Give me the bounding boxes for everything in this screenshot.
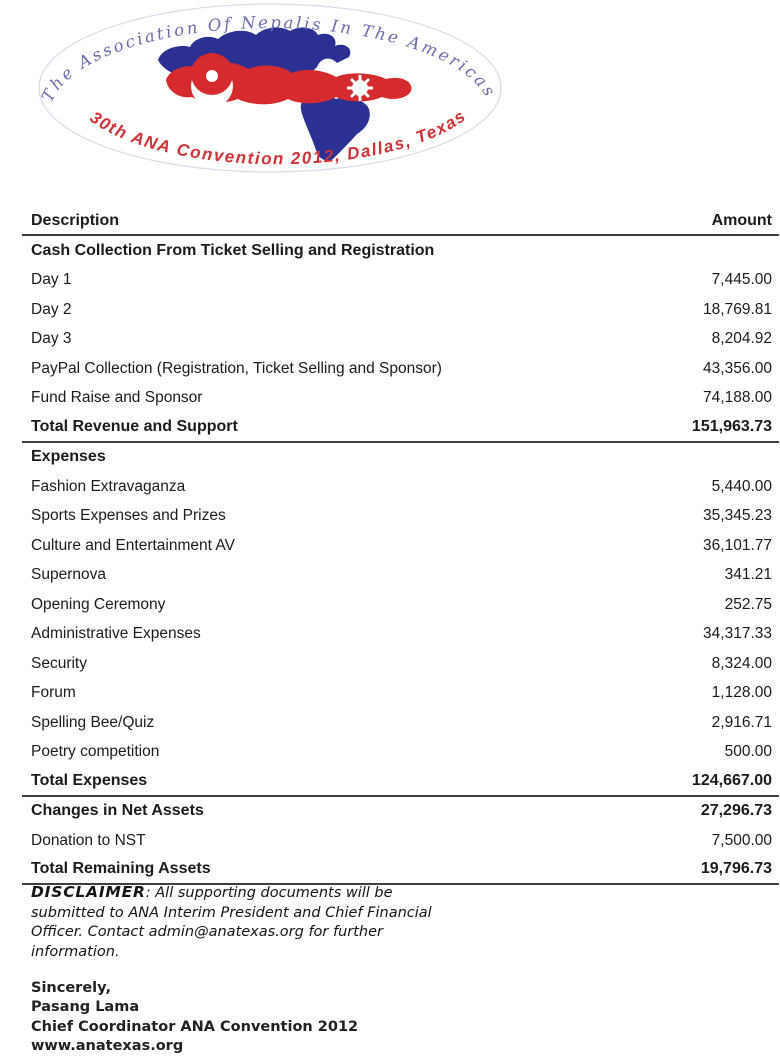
row-description: Expenses <box>31 448 106 466</box>
row-description: Security <box>31 654 87 672</box>
table-row <box>22 708 779 738</box>
table-row <box>22 856 779 886</box>
disclaimer-separator: : <box>145 885 156 901</box>
row-amount: 43,356.00 <box>703 359 772 377</box>
row-description: Opening Ceremony <box>31 595 166 613</box>
signature-title: Chief Coordinator ANA Convention 2012 <box>31 1018 359 1035</box>
table-row <box>22 590 779 620</box>
ana-convention-logo <box>30 2 510 174</box>
row-amount: 252.75 <box>724 595 772 613</box>
table-row <box>22 295 779 325</box>
table-row <box>22 738 779 768</box>
row-description: Fund Raise and Sponsor <box>31 389 203 407</box>
table-row <box>22 472 779 502</box>
row-description: Culture and Entertainment AV <box>31 536 235 554</box>
row-amount: 341.21 <box>724 566 772 584</box>
logo-graphic <box>30 2 510 174</box>
header-description: Description <box>31 212 120 229</box>
row-description: Fashion Extravaganza <box>31 477 186 495</box>
row-amount: 19,796.73 <box>700 860 772 878</box>
row-description: Sports Expenses and Prizes <box>31 507 226 525</box>
logo-arc-bottom-text: 30th ANA Convention 2012, Dallas, Texas <box>86 105 470 169</box>
disclaimer-line: All supporting documents will be <box>155 885 393 901</box>
row-amount: 124,667.00 <box>691 771 772 789</box>
disclaimer-first-line <box>31 883 432 904</box>
row-amount: 8,324.00 <box>711 654 772 672</box>
disclaimer-label: DISCLAIMER <box>31 883 146 901</box>
row-amount: 8,204.92 <box>711 330 772 348</box>
row-description: Cash Collection From Ticket Selling and Registration <box>31 241 435 259</box>
row-description: Day 1 <box>31 271 72 289</box>
table-row <box>22 649 779 679</box>
row-amount: 2,916.71 <box>711 713 772 731</box>
row-description: Administrative Expenses <box>31 625 201 643</box>
row-description: Donation to NST <box>31 831 146 849</box>
disclaimer-line: submitted to ANA Interim President and Chief Financial <box>31 904 432 921</box>
row-description: Total Revenue and Support <box>31 417 238 435</box>
row-amount: 151,963.73 <box>691 417 772 435</box>
row-amount: 7,445.00 <box>711 271 772 289</box>
row-amount: 7,500.00 <box>711 831 772 849</box>
row-description: Day 2 <box>31 300 72 318</box>
logo-arc-top-text: The Association Of Nepalis In The Americas <box>37 12 501 105</box>
row-description: Total Expenses <box>31 771 148 789</box>
signature-name: Pasang Lama <box>31 999 140 1016</box>
financial-table <box>22 204 779 885</box>
table-row <box>22 325 779 355</box>
row-description: PayPal Collection (Registration, Ticket Selling and Sponsor) <box>31 359 442 377</box>
table-body <box>22 236 779 885</box>
table-row <box>22 384 779 414</box>
row-amount: 36,101.77 <box>703 536 772 554</box>
header-amount: Amount <box>711 212 772 229</box>
row-amount: 27,296.73 <box>700 802 772 820</box>
row-amount: 5,440.00 <box>711 477 772 495</box>
table-row <box>22 236 779 266</box>
table-row <box>22 502 779 532</box>
disclaimer-line: information. <box>31 943 120 960</box>
row-amount: 35,345.23 <box>703 507 772 525</box>
signature-closing: Sincerely, <box>31 980 111 996</box>
table-row <box>22 767 779 797</box>
row-amount: 500.00 <box>724 743 772 761</box>
row-description: Total Remaining Assets <box>31 860 211 878</box>
row-amount: 18,769.81 <box>703 300 772 318</box>
table-row <box>22 531 779 561</box>
row-amount: 74,188.00 <box>703 389 772 407</box>
table-row <box>22 797 779 827</box>
table-row <box>22 354 779 384</box>
row-description: Spelling Bee/Quiz <box>31 713 155 731</box>
signature-block <box>31 979 358 1057</box>
row-amount: 34,317.33 <box>703 625 772 643</box>
row-amount: 1,128.00 <box>711 684 772 702</box>
table-row <box>22 679 779 709</box>
moon-icon <box>191 53 233 107</box>
table-row <box>22 826 779 856</box>
row-description: Poetry competition <box>31 743 160 761</box>
row-description: Forum <box>31 684 76 702</box>
table-row <box>22 443 779 473</box>
table-header-row <box>22 204 779 236</box>
row-description: Day 3 <box>31 330 72 348</box>
row-description: Changes in Net Assets <box>31 802 204 820</box>
disclaimer-line: Officer. Contact admin@anatexas.org for further <box>31 924 384 940</box>
table-row <box>22 266 779 296</box>
row-description: Supernova <box>31 566 106 584</box>
disclaimer <box>31 883 432 962</box>
table-row <box>22 561 779 591</box>
signature-website: www.anatexas.org <box>31 1038 184 1055</box>
table-row <box>22 620 779 650</box>
table-row <box>22 413 779 443</box>
